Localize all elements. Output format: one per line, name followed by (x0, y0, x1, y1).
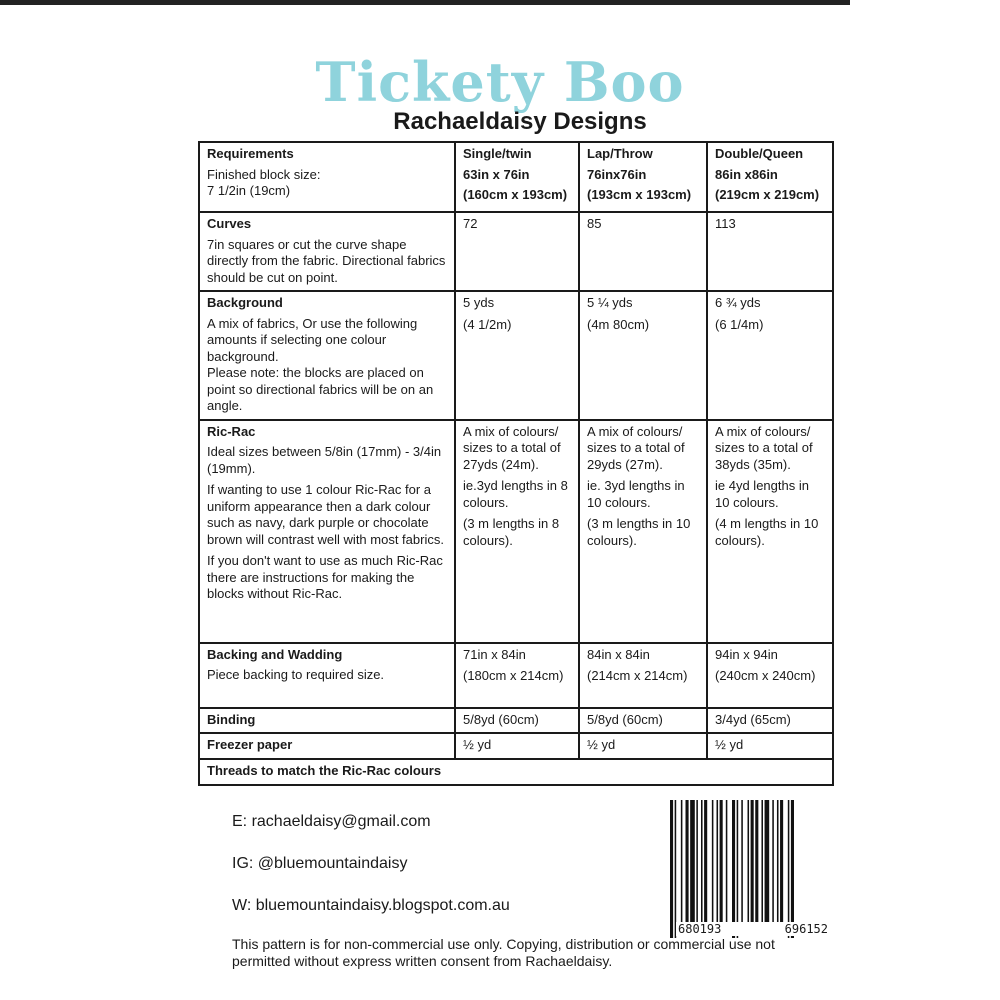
threads-heading: Threads to match the Ric-Rac colours (207, 762, 442, 778)
column-size-cm: (193cm x 193cm) (587, 187, 692, 202)
barcode-bar (748, 800, 750, 922)
website-contact: W: bluemountaindaisy.blogspot.com.au (232, 897, 510, 914)
column-header-double (707, 142, 833, 212)
backing-cell (199, 643, 455, 708)
barcode-bar (741, 800, 743, 922)
instagram-contact: IG: @bluemountaindaisy (232, 855, 408, 872)
ricrac-sizes: Ideal sizes between 5/8in (17mm) - 3/4in (19mm). (207, 444, 442, 476)
background-metres: (6 1/4m) (715, 316, 764, 332)
freezer-heading: Freezer paper (207, 737, 293, 752)
binding-value: 5/8yd (60cm) (579, 708, 707, 734)
barcode-right-digits: 696152 (784, 922, 828, 936)
barcode-numbers (676, 922, 830, 936)
column-size-cm: (160cm x 193cm) (463, 187, 568, 202)
barcode-bar (696, 800, 698, 922)
barcode-bar (720, 800, 723, 922)
backing-value (579, 643, 707, 708)
block-size-value: 7 1/2in (19cm) (207, 183, 291, 198)
barcode-bar (686, 800, 689, 922)
background-value (707, 291, 833, 420)
barcode-bar (690, 800, 695, 922)
background-metres: (4 1/2m) (463, 316, 512, 332)
barcode-bar (777, 800, 779, 922)
freezer-cell (199, 733, 455, 759)
curves-cell (199, 212, 455, 291)
barcode-bar (755, 800, 758, 922)
ricrac-total: A mix of colours/ sizes to a total of 29yds (27m). (587, 423, 685, 472)
curves-description: 7in squares or cut the curve shape directly from the fabric. Directional fabrics should be cut on point. (207, 236, 446, 285)
binding-value: 3/4yd (65cm) (707, 708, 833, 734)
ricrac-metric: (3 m lengths in 8 colours). (463, 516, 560, 548)
background-note: Please note: the blocks are placed on point so directional fabrics will be on an angle. (207, 365, 434, 413)
barcode-bar (751, 800, 754, 922)
column-size-in: 86in x86in (715, 166, 778, 182)
barcode-bar (717, 800, 719, 922)
barcode-bar (701, 800, 703, 922)
background-yards: 5 yds (463, 295, 495, 310)
background-description: A mix of fabrics, Or use the following amounts if selecting one colour background. (207, 315, 418, 364)
freezer-value: ½ yd (707, 733, 833, 759)
binding-heading: Binding (207, 711, 256, 727)
background-cell (199, 291, 455, 420)
email-contact: E: rachaeldaisy@gmail.com (232, 813, 431, 830)
designer-name: Rachaeldaisy Designs (393, 108, 647, 135)
threads-cell (199, 759, 833, 785)
ricrac-value (455, 420, 579, 643)
column-name: Lap/Throw (587, 146, 653, 161)
barcode-bar (704, 800, 707, 922)
table-row-background (199, 291, 833, 420)
binding-cell (199, 708, 455, 734)
curves-value: 72 (455, 212, 579, 291)
ricrac-value (579, 420, 707, 643)
barcode-bar (791, 800, 794, 938)
barcode-bar (726, 800, 728, 922)
barcode-bar (670, 800, 673, 938)
barcode-bar (675, 800, 677, 938)
ricrac-cell (199, 420, 455, 643)
requirements-heading: Requirements (207, 146, 294, 161)
background-value (579, 291, 707, 420)
column-size-cm: (219cm x 219cm) (715, 187, 820, 202)
column-header-lap (579, 142, 707, 212)
barcode-bar (732, 800, 735, 938)
barcode-bar (765, 800, 770, 922)
background-yards: 6 ¾ yds (715, 295, 761, 310)
requirements-header-cell (199, 142, 455, 212)
barcode-bar (712, 800, 714, 922)
contact-info (232, 812, 510, 938)
background-metres: (4m 80cm) (587, 316, 650, 332)
backing-inches: 71in x 84in (463, 646, 526, 662)
backing-cm: (180cm x 214cm) (463, 668, 564, 683)
backing-description: Piece backing to required size. (207, 667, 385, 682)
column-header-single (455, 142, 579, 212)
curves-heading: Curves (207, 216, 252, 231)
curves-value: 85 (579, 212, 707, 291)
column-name: Double/Queen (715, 146, 804, 161)
table-row-curves (199, 212, 833, 291)
ricrac-total: A mix of colours/ sizes to a total of 27yds (24m). (463, 423, 561, 472)
freezer-value: ½ yd (455, 733, 579, 759)
ricrac-lengths: ie.3yd lengths in 8 colours. (463, 478, 568, 510)
table-row-header (199, 142, 833, 212)
backing-cm: (240cm x 240cm) (715, 668, 816, 683)
backing-cm: (214cm x 214cm) (587, 668, 688, 683)
barcode-bar (788, 800, 790, 938)
binding-value: 5/8yd (60cm) (455, 708, 579, 734)
background-heading: Background (207, 295, 283, 310)
ricrac-colour-advice: If wanting to use 1 colour Ric-Rac for a uniform appearance then a dark colour such as navy, dark purple or chocolate brown will contrast well with most fabrics. (207, 482, 444, 547)
usage-disclaimer: This pattern is for non-commercial use only. Copying, distribution or commercial use not permitted without express written consent from Rachaeldaisy. (232, 936, 775, 969)
barcode-bar (737, 800, 739, 938)
barcode-bar (772, 800, 774, 922)
barcode-icon (670, 800, 826, 938)
ricrac-total: A mix of colours/ sizes to a total of 38yds (35m). (715, 423, 813, 472)
top-edge-bar (0, 0, 850, 5)
barcode-left-digits: 680193 (678, 922, 722, 936)
background-yards: 5 ¼ yds (587, 295, 633, 310)
ricrac-alternative: If you don't want to use as much Ric-Rac there are instructions for making the blocks without Ric-Rac. (207, 553, 443, 601)
barcode-bar (681, 800, 683, 922)
barcode-bar (780, 800, 783, 922)
column-name: Single/twin (463, 146, 532, 161)
backing-heading: Backing and Wadding (207, 646, 343, 662)
pattern-title: Tickety Boo (315, 50, 685, 114)
background-value (455, 291, 579, 420)
table-row-threads (199, 759, 833, 785)
table-row-ricrac (199, 420, 833, 643)
block-size-label: Finished block size: (207, 166, 321, 182)
ricrac-value (707, 420, 833, 643)
curves-value: 113 (707, 212, 833, 291)
backing-value (707, 643, 833, 708)
backing-value (455, 643, 579, 708)
table-row-binding (199, 708, 833, 734)
column-size-in: 63in x 76in (463, 166, 530, 182)
ricrac-metric: (3 m lengths in 10 colours). (587, 516, 691, 548)
column-size-in: 76inx76in (587, 166, 647, 182)
backing-inches: 94in x 94in (715, 646, 778, 662)
ricrac-heading: Ric-Rac (207, 423, 256, 439)
barcode-bar (761, 800, 763, 922)
freezer-value: ½ yd (579, 733, 707, 759)
table-row-freezer (199, 733, 833, 759)
ricrac-lengths: ie. 3yd lengths in 10 colours. (587, 478, 685, 510)
table-row-backing (199, 643, 833, 708)
requirements-table (198, 141, 834, 786)
backing-inches: 84in x 84in (587, 646, 650, 662)
ricrac-lengths: ie 4yd lengths in 10 colours. (715, 478, 809, 510)
ricrac-metric: (4 m lengths in 10 colours). (715, 516, 819, 548)
